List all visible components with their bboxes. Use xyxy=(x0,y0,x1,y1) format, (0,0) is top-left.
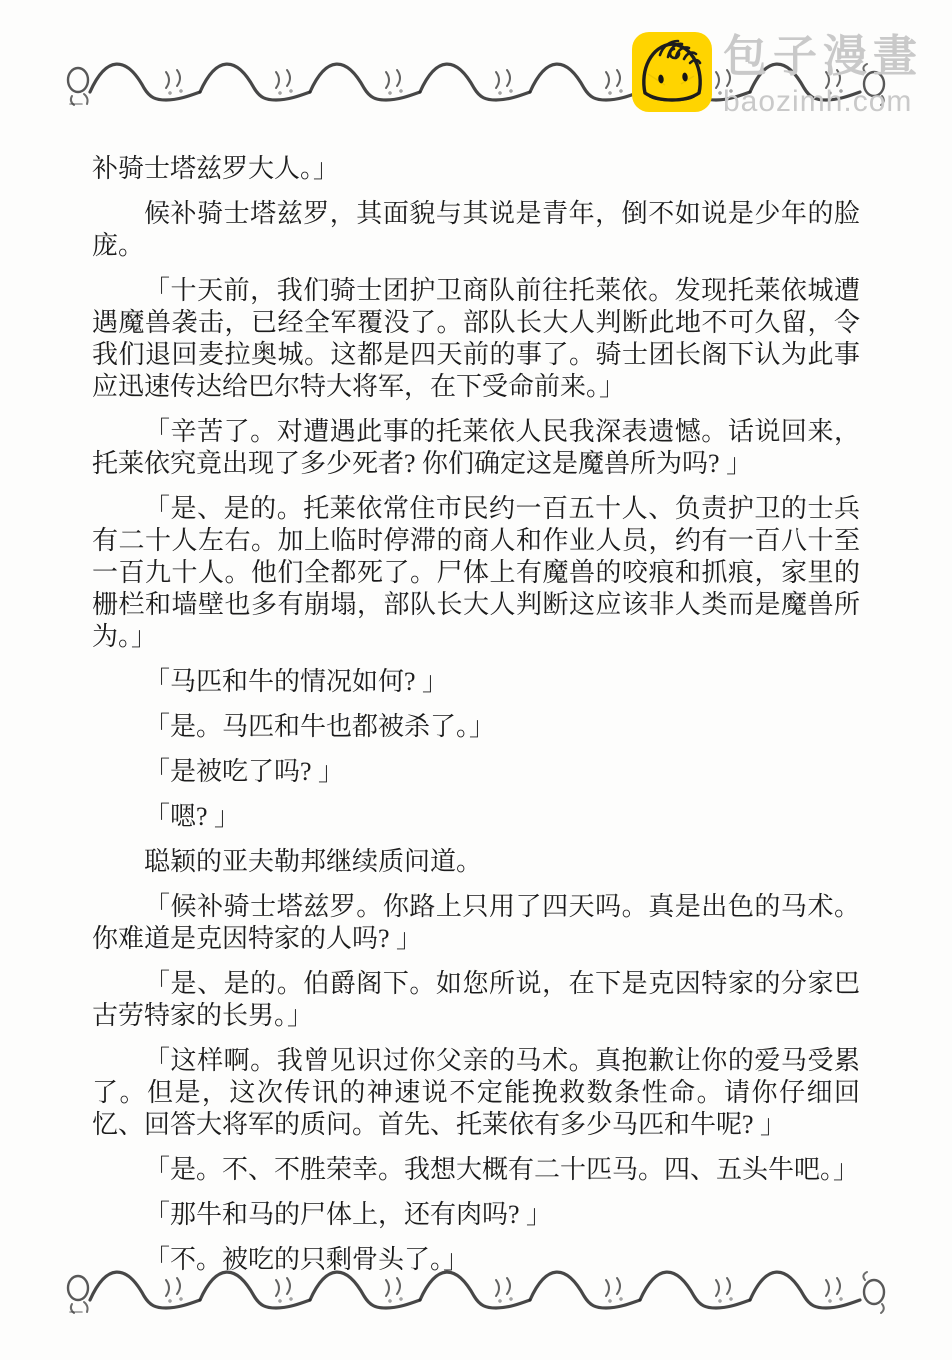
novel-text-body xyxy=(92,153,860,1289)
paragraph: 「嗯? 」 xyxy=(144,802,241,831)
paragraph: 补骑士塔兹罗大人。」 xyxy=(92,154,340,183)
paragraph: 「那牛和马的尸体上，还有肉吗? 」 xyxy=(144,1200,553,1229)
paragraph: 「十天前，我们骑士团护卫商队前往托莱依。发现托莱依城遭遇魔兽袭击，已经全军覆没了。部队长大人判断此地不可久留，令我们退回麦拉奥城。这都是四天前的事了。骑士团长阁下认为此事应迅速传达给巴尔特大将军，在下受命前来。」 xyxy=(92,276,860,401)
paragraph: 「候补骑士塔兹罗。你路上只用了四天吗。真是出色的马术。你难道是克因特家的人吗? 」 xyxy=(92,892,860,953)
baozi-logo-icon xyxy=(632,32,712,112)
paragraph: 「这样啊。我曾见识过你父亲的马术。真抱歉让你的爱马受累了。但是，这次传讯的神速说不定能挽救数条性命。请你仔细回忆、回答大将军的质问。首先、托莱依有多少马匹和牛呢? 」 xyxy=(92,1046,860,1139)
brand-name-chinese: 包子漫畫 xyxy=(723,32,923,81)
site-watermark xyxy=(632,32,923,118)
paragraph: 「是。不、不胜荣幸。我想大概有二十匹马。四、五头牛吧。」 xyxy=(144,1155,860,1184)
paragraph: 「马匹和牛的情况如何? 」 xyxy=(144,667,449,696)
paragraph: 「是、是的。托莱依常住市民约一百五十人、负责护卫的士兵有二十人左右。加上临时停滞的商人和作业人员，约有一百八十至一百九十人。他们全都死了。尸体上有魔兽的咬痕和抓痕，家里的栅栏和墙壁也多有崩塌，部队长大人判断这应该非人类而是魔兽所为。」 xyxy=(92,494,860,651)
paragraph: 「是、是的。伯爵阁下。如您所说，在下是克因特家的分家巴古劳特家的长男。」 xyxy=(92,969,860,1030)
paragraph: 「辛苦了。对遭遇此事的托莱依人民我深表遗憾。话说回来，托莱依究竟出现了多少死者? 你们确定这是魔兽所为吗? 」 xyxy=(92,417,860,478)
paragraph: 「是被吃了吗? 」 xyxy=(144,757,345,786)
paragraph: 聪颖的亚夫勒邦继续质问道。 xyxy=(144,847,483,876)
paragraph: 「不。被吃的只剩骨头了。」 xyxy=(144,1245,470,1274)
bottom-flourish-border xyxy=(62,1260,890,1318)
brand-domain: baozimh.com xyxy=(723,85,913,118)
paragraph: 候补骑士塔兹罗，其面貌与其说是青年，倒不如说是少年的脸庞。 xyxy=(92,199,860,260)
brand-wordmark xyxy=(723,32,923,118)
paragraph: 「是。马匹和牛也都被杀了。」 xyxy=(144,712,496,741)
